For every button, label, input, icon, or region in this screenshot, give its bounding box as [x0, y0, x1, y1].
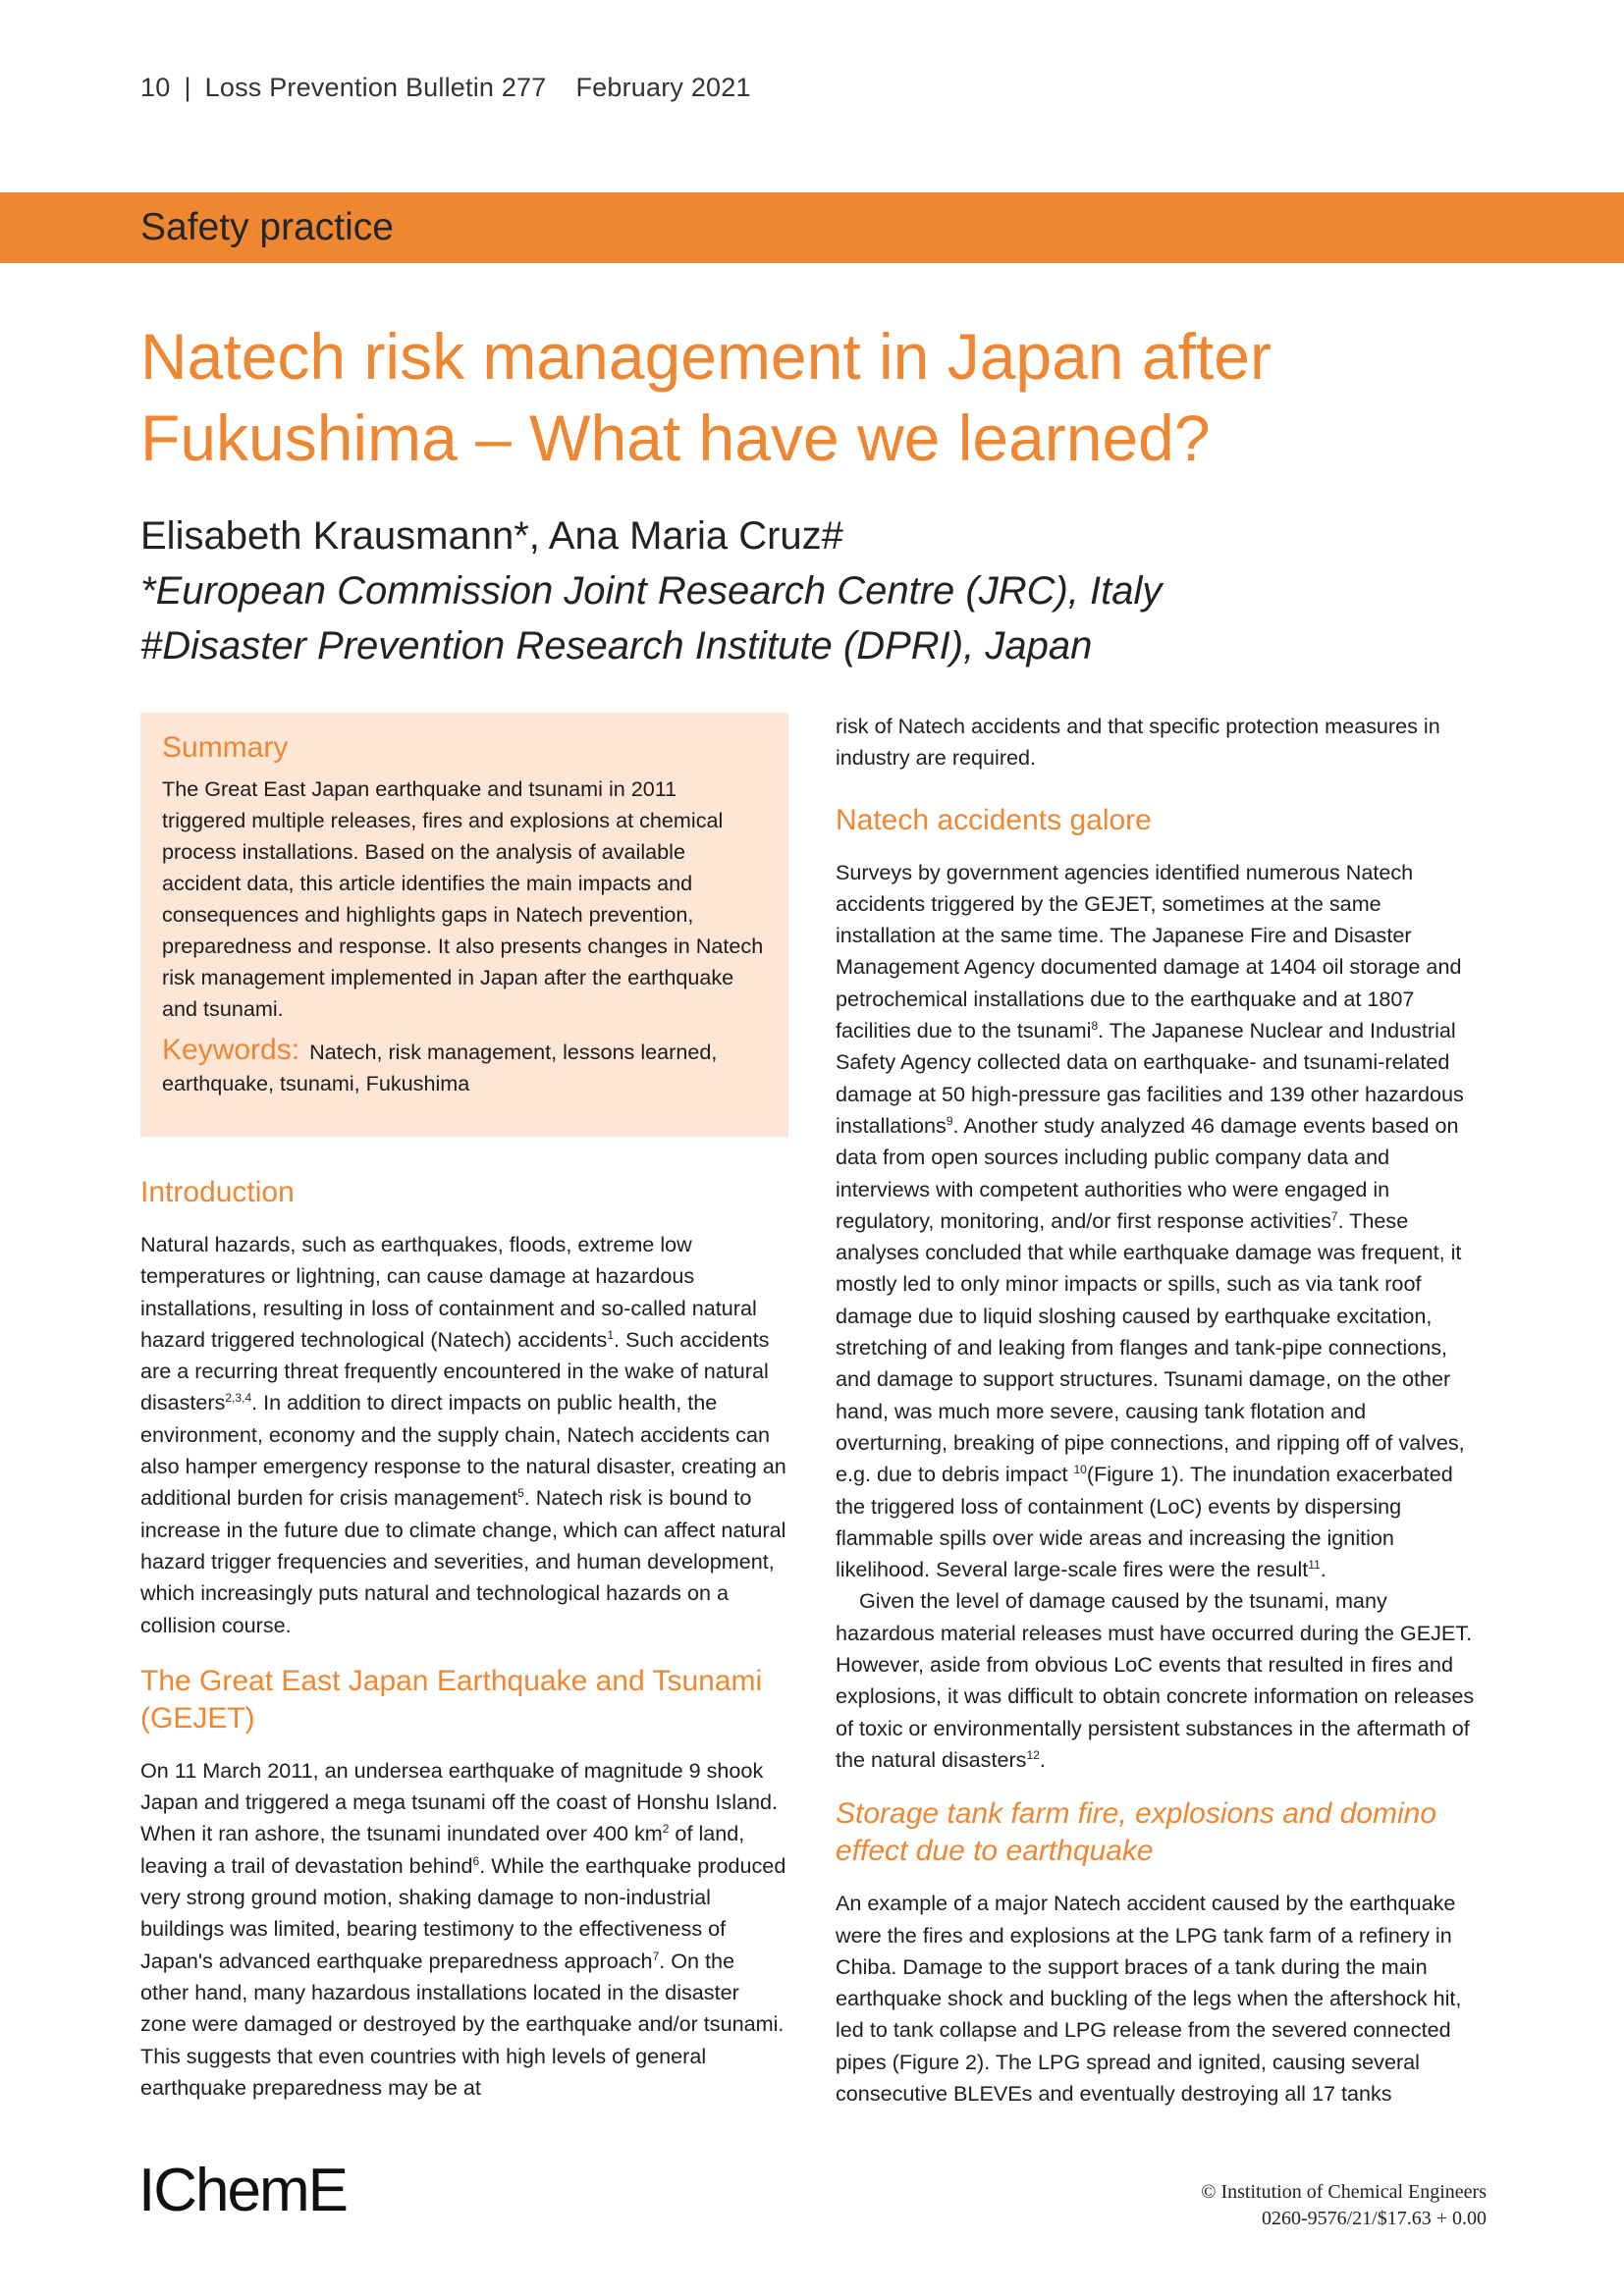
header-separator: | — [184, 73, 191, 102]
affiliation-jrc: *European Commission Joint Research Centre (JRC), Italy — [140, 569, 1163, 613]
icheme-logo: IChemE — [138, 2157, 347, 2224]
ref-8: 8 — [1091, 1018, 1099, 1033]
introduction-paragraph: Natural hazards, such as earthquakes, floods, extreme low temperatures or lightning, can cause damage at hazardous installations, resulting in loss of containment and so-called natural hazard triggered technological (Natech) accidents$^1$. Such accidents are a recurring threat frequently encountered in the wake of natural disasters$^{2,3,4}$. In addition to direct impacts on public health, the environment, economy and the supply chain, Natech accidents can also hamper emergency response to the natural disaster, creating an additional burden for crisis management$^5$. Natech risk is bound to increase in the future due to climate change, which can affect natural hazard trigger frequencies and severities, and human development, which increasingly puts natural and technological hazards on a collision course. — [140, 1232, 786, 1637]
galore-paragraph-2: Given the level of damage caused by the tsunami, many hazardous material releases must have occurred during the GEJET. However, aside from obvious LoC events that resulted in fires and explosions, it was difficult to obtain concrete information on releases of toxic or environmentally persistent substances in the aftermath of the natural disasters$^{12}$. — [836, 1588, 1475, 1772]
section-band — [0, 192, 1624, 263]
ref-9: 9 — [946, 1113, 953, 1128]
issue-date: February 2021 — [575, 73, 751, 102]
superscript-2: 2 — [662, 1822, 670, 1837]
journal-name: Loss Prevention Bulletin 277 — [204, 73, 547, 102]
ref-6: 6 — [472, 1853, 480, 1868]
gejet-continuation: risk of Natech accidents and that specific protection measures in industry are required. — [836, 714, 1440, 771]
keywords-label: Keywords: — [162, 1034, 300, 1066]
ref-11: 11 — [1308, 1557, 1321, 1572]
galore-heading: Natech accidents galore — [836, 803, 1152, 836]
introduction-heading: Introduction — [140, 1176, 295, 1208]
storage-heading: Storage tank farm fire, explosions and domino effect due to earthquake — [836, 1797, 1436, 1868]
ref-12: 12 — [1026, 1747, 1040, 1762]
copyright-line: © Institution of Chemical Engineers — [1201, 2181, 1487, 2203]
ref-7b: 7 — [1330, 1208, 1338, 1223]
right-column — [836, 711, 1484, 2109]
ref-10: 10 — [1073, 1463, 1087, 1477]
keywords — [162, 1035, 765, 1099]
left-column — [140, 1174, 788, 2104]
issn-line: 0260-9576/21/$17.63 + 0.00 — [1261, 2208, 1487, 2229]
affiliation-dpri: #Disaster Prevention Research Institute (DPRI), Japan — [140, 624, 1093, 667]
keywords-list: Natech, risk management, lessons learned, earthquake, tsunami, Fukushima — [162, 1040, 718, 1095]
summary-heading: Summary — [162, 731, 289, 764]
section-label: Safety practice — [140, 206, 394, 248]
gejet-paragraph: On 11 March 2011, an undersea earthquake of magnitude 9 shook Japan and triggered a mega tsunami off the coast of Honshu Island. When it ran ashore, the tsunami inundated over 400 $km^2$ of land, leaving a trail of devastation behind$^6$. While the earthquake produced very strong ground motion, shaking damage to non-industrial buildings was limited, bearing testimony to the effectiveness of Japan's advanced earthquake preparedness approach$^7$. On the other hand, many hazardous installations located in the disaster zone were damaged or destroyed by the earthquake and/or tsunami. This suggests that even countries with high levels of general earthquake preparedness may be at — [140, 1757, 786, 2100]
ref-7: 7 — [652, 1949, 660, 1963]
article-authors: Elisabeth Krausmann*, Ana Maria Cruz# — [140, 514, 843, 558]
page-number: 10 — [140, 73, 171, 102]
ref-5: 5 — [517, 1486, 524, 1501]
ref-1: 1 — [607, 1327, 615, 1342]
storage-paragraph: An example of a major Natech accident caused by the earthquake were the fires and explosions at the LPG tank farm of a refinery in Chiba. Damage to the support braces of a tank during the main earthquake shock and buckling of the legs when the aftershock hit, led to tank collapse and LPG release from the severed connected pipes (Figure 2). The LPG spread and ignited, causing several consecutive BLEVEs and eventually destroying all 17 tanks — [836, 1891, 1462, 2106]
gejet-heading: The Great East Japan Earthquake and Tsunami (GEJET) — [140, 1664, 763, 1735]
copyright-block — [1201, 2179, 1487, 2232]
summary-box — [140, 713, 788, 1137]
running-header — [140, 73, 751, 103]
ref-2-3-4: 2,3,4 — [225, 1391, 252, 1406]
summary-text: The Great East Japan earthquake and tsunami in 2011 triggered multiple releases, fires and explosions at chemical process installations. Based on the analysis of available accident data, this article identifies the main impacts and consequences and highlights gaps in Natech prevention, preparedness and response. It also presents changes in Natech risk management implemented in Japan after the earthquake and tsunami. — [162, 776, 764, 1021]
article-title: Natech risk management in Japan after Fukushima – What have we learned? — [140, 320, 1272, 474]
galore-paragraph-1: Surveys by government agencies identified numerous Natech accidents triggered by the GEJET, sometimes at the same installation at the same time. The Japanese Fire and Disaster Management Agency documented damage at 1404 oil storage and petrochemical installations due to the earthquake and at 1807 facilities due to the tsunami$^8$. The Japanese Nuclear and Industrial Safety Agency collected data on earthquake- and tsunami-related damage at 50 high-pressure gas facilities and 139 other hazardous installations$^9$. Another study analyzed 46 damage events based on data from open sources including public company data and interviews with competent authorities who were engaged in regulatory, monitoring, and/or first response activities$^7$. These analyses concluded that while earthquake damage was frequent, it mostly led to only minor impacts or spills, such as via tank roof damage due to liquid sloshing caused by earthquake excitation, stretching of and leaking from flanges and tank-pipe connections, and damage to support structures. Tsunami damage, on the other hand, was much more severe, causing tank flotation and overturning, breaking of pipe connections, and ripping off of valves, e.g. due to debris impact $^{10}$(Figure 1). The inundation exacerbated the triggered loss of containment (LoC) events by dispersing flammable spills over wide areas and increasing the ignition likelihood. Several large-scale fires were the result$^{11}$. — [836, 859, 1465, 1582]
